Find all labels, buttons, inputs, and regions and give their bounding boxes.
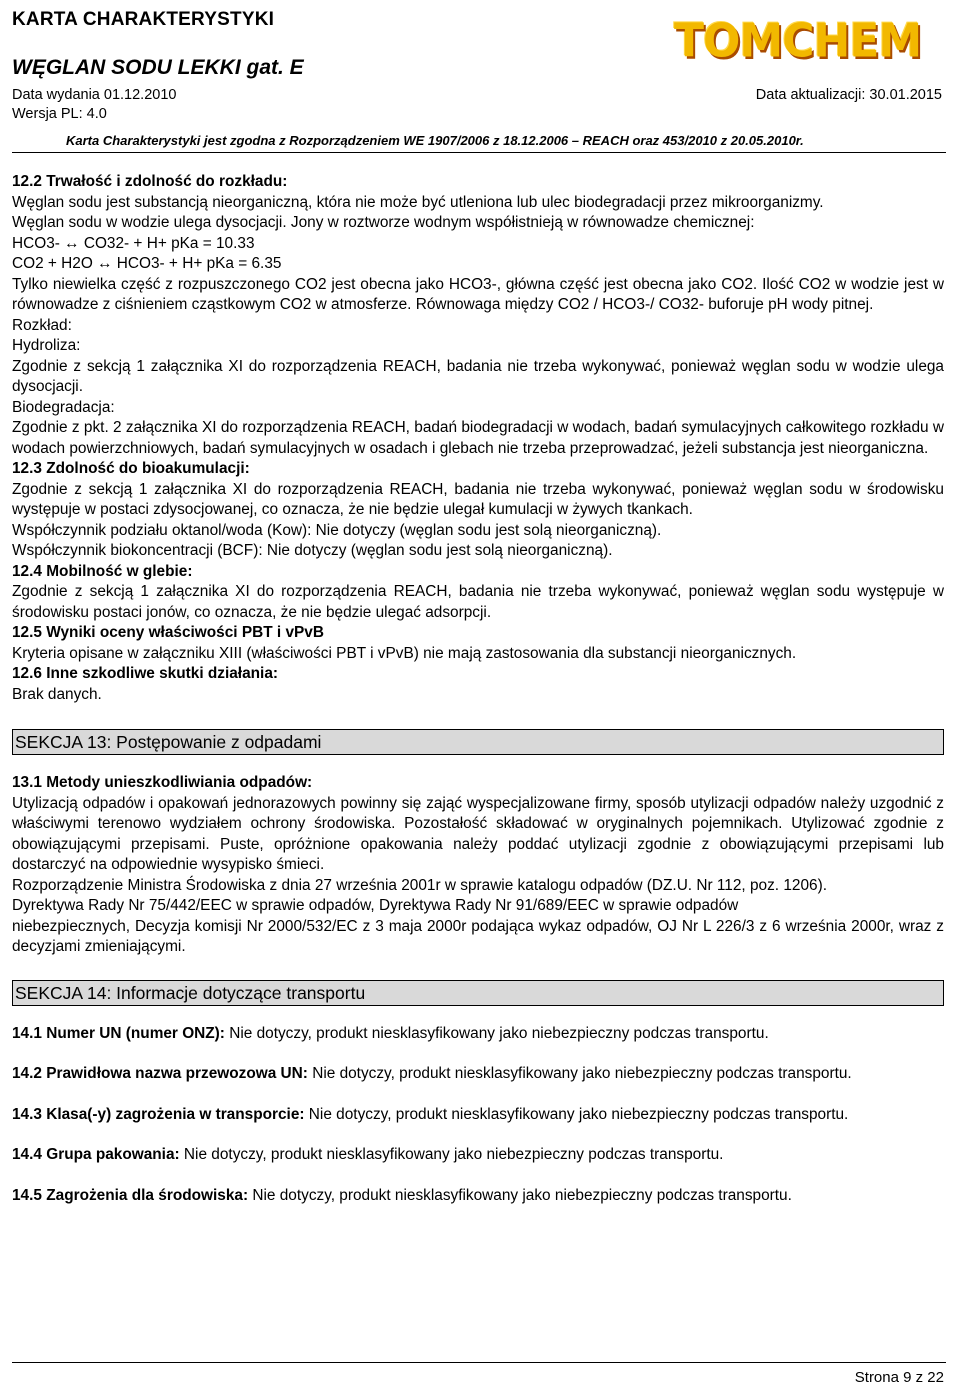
transport-item-text: Nie dotyczy, produkt niesklasyfikowany jako niebezpieczny podczas transportu. [179,1146,724,1163]
transport-item [12,1064,944,1085]
paragraph: Brak danych. [12,685,102,703]
issue-date: Data wydania 01.12.2010 [12,87,177,103]
transport-item [12,1145,944,1166]
paragraph: Współczynnik biokoncentracji (BCF): Nie dotyczy (węglan sodu jest solą nieorganiczną). [12,542,613,559]
logo-text: TOMCHEM [674,14,922,69]
paragraph: Rozporządzenie Ministra Środowiska z dnia 27 września 2001r w sprawie katalogu odpadów (DZ.U. Nr 112, poz. 1206). [12,876,827,894]
transport-item-label: 14.3 Klasa(-y) zagrożenia w transporcie: [12,1105,305,1123]
label-hydroliza: Hydroliza: [12,337,81,354]
label-rozklad: Rozkład: [12,316,72,334]
transport-item-text: Nie dotyczy, produkt niesklasyfikowany jako niebezpieczny podczas transportu. [248,1186,792,1204]
equation: CO2 + H2O ↔ HCO3- + H+ pKa = 6.35 [12,255,282,272]
paragraph: niebezpiecznych, Decyzja komisji Nr 2000/532/EC z 3 maja 2000r podająca wykaz odpadów, OJ Nr L 226/3 z 6 września 2000r, wraz z decyzjami zmieniającymi. [12,917,944,955]
heading-13-1: 13.1 Metody unieszkodliwiania odpadów: [12,774,313,791]
transport-item-label: 14.5 Zagrożenia dla środowiska: [12,1186,249,1204]
transport-item-text: Nie dotyczy, produkt niesklasyfikowany jako niebezpieczny podczas transportu. [304,1105,849,1123]
transport-item [12,1024,944,1045]
tomchem-logo [660,4,922,84]
transport-item-label: 14.1 Numer UN (numer ONZ): [12,1024,225,1042]
heading-12-4: 12.4 Mobilność w glebie: [12,562,193,580]
paragraph: Zgodnie z sekcją 1 załącznika XI do rozporządzenia REACH, badania nie trzeba wykonywać, ponieważ węglan sodu w środowisku występuje w postaci zdysocjowanej, co oznacza, że nie będzie ulegał kumulacji w żywych tkankach. [12,480,944,518]
heading-12-5: 12.5 Wyniki oceny właściwości PBT i vPvB [12,624,324,641]
paragraph: Węglan sodu jest substancją nieorganiczną, która nie może być utleniona lub ulec biodegradacji przez mikroorganizmy. [12,193,824,211]
paragraph: Kryteria opisane w załączniku XIII (właściwości PBT i vPvB) nie mają zastosowania dla substancji nieorganicznych. [12,644,797,662]
footer-divider [12,1362,946,1363]
paragraph: Węglan sodu w wodzie ulega dysocjacji. Jony w roztworze wodnym współistnieją w równowadze chemicznej: [12,214,755,231]
heading-12-6: 12.6 Inne szkodliwe skutki działania: [12,665,279,682]
paragraph: Zgodnie z sekcją 1 załącznika XI do rozporządzenia REACH, badania nie trzeba wykonywać, ponieważ węglan sodu w wodzie ulega dysocjacji. [12,357,944,395]
update-date: Data aktualizacji: 30.01.2015 [755,87,942,103]
document-body [12,170,944,1206]
equation: HCO3- ↔ CO32- + H+ pKa = 10.33 [12,234,255,252]
heading-12-2: 12.2 Trwałość i zdolność do rozkładu: [12,173,288,190]
page-header [0,0,960,158]
heading-12-3: 12.3 Zdolność do bioakumulacji: [12,460,250,477]
product-name: WĘGLAN SODU LEKKI gat. E [12,56,304,79]
transport-list [12,1024,944,1207]
version: Wersja PL: 4.0 [12,106,107,122]
transport-item [12,1105,944,1126]
paragraph: Utylizacją odpadów i opakowań jednorazowych powinny się zająć wyspecjalizowane firmy, sposób utylizacji odpadów należy uzgodnić z właściwymi terenowo wydziałem ochrony środowiska. Pozostałość składować w oryginalnych pojemnikach. Utylizować zgodnie z obowiązującymi przepisami. Puste, opróżnione opakowania należy poddać utylizacji zgodnie z obowiązującymi przepisami lub dostarczyć na odpowiednie wysypisko śmieci. [12,794,944,873]
transport-item-text: Nie dotyczy, produkt niesklasyfikowany jako niebezpieczny podczas transportu. [307,1065,852,1082]
transport-item-label: 14.2 Prawidłowa nazwa przewozowa UN: [12,1065,308,1082]
transport-item-text: Nie dotyczy, produkt niesklasyfikowany jako niebezpieczny podczas transportu. [224,1024,769,1042]
page-number: Strona 9 z 22 [854,1369,944,1386]
paragraph: Współczynnik podziału oktanol/woda (Kow): Nie dotyczy (węglan sodu jest solą nieorganiczną). [12,521,662,539]
section-14-title: SEKCJA 14: Informacje dotyczące transportu [12,980,944,1006]
document-type: KARTA CHARAKTERYSTYKI [12,9,275,30]
paragraph: Zgodnie z sekcją 1 załącznika XI do rozporządzenia REACH, badania nie trzeba wykonywać, ponieważ węglan sodu występuje w środowisku postaci jonów, co oznacza, że nie będzie ulegać adsorpcji. [12,583,944,621]
regulation-note: Karta Charakterystyki jest zgodna z Rozporządzeniem WE 1907/2006 z 18.12.2006 – REACH oraz 453/2010 z 20.05.2010r. [66,133,804,148]
transport-item-label: 14.4 Grupa pakowania: [12,1146,180,1163]
paragraph: Dyrektywa Rady Nr 75/442/EEC w sprawie odpadów, Dyrektywa Rady Nr 91/689/EEC w sprawie odpadów [12,897,739,914]
transport-item [12,1186,944,1207]
label-biodegradacja: Biodegradacja: [12,398,115,416]
paragraph: Zgodnie z pkt. 2 załącznika XI do rozporządzenia REACH, badań biodegradacji w wodach, badań symulacyjnych całkowitego rozkładu w wodach powierzchniowych, badań symulacyjnych w osadach i glebach nie trzeba przeprowadzać, jeżeli substancja jest nieorganiczna. [12,419,944,457]
paragraph: Tylko niewielka część z rozpuszczonego CO2 jest obecna jako HCO3-, główna część jest obecna jako CO2. Ilość CO2 w wodzie jest w równowadze z ciśnieniem cząstkowym CO2 w atmosferze. Równowaga między CO2 / HCO3-/ CO32- buforuje pH wody pitnej. [12,275,944,313]
section-13-title: SEKCJA 13: Postępowanie z odpadami [12,729,944,755]
header-divider [12,152,946,153]
